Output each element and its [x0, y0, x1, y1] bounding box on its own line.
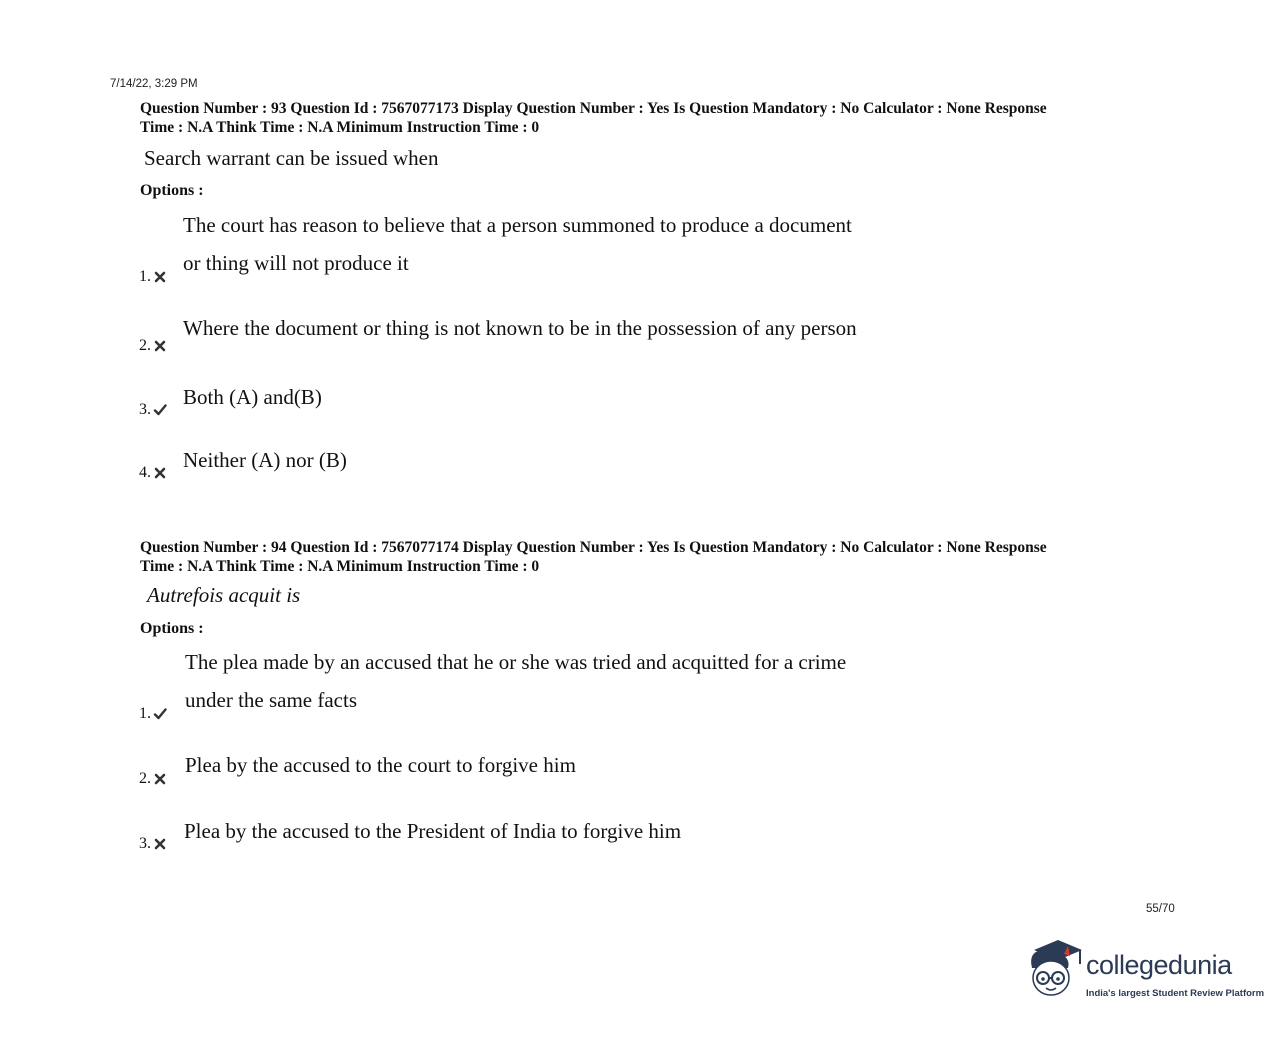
q94-option-2-text — [185, 746, 576, 784]
question-93-options-label: Options : — [140, 182, 204, 199]
q93-option-2-number — [139, 337, 167, 355]
q93-option-3-number — [139, 401, 167, 419]
option-line: Where the document or thing is not known to be in the possession of any person — [183, 316, 857, 340]
q93-option-2-text — [183, 309, 857, 347]
q94-option-1-number — [139, 705, 167, 723]
check-icon — [153, 403, 167, 417]
cross-icon — [153, 772, 167, 786]
q94-option-3-text — [184, 812, 681, 850]
collegedunia-logo — [1024, 938, 1265, 1008]
q93-option-1-text — [183, 206, 852, 282]
option-number: 1. — [139, 268, 151, 285]
question-94-text: Autrefois acquit is — [147, 583, 301, 607]
print-timestamp: 7/14/22, 3:29 PM — [110, 78, 198, 90]
q94-option-1-text — [185, 643, 846, 719]
q93-option-1-number — [139, 268, 167, 286]
question-94-meta — [140, 538, 1170, 576]
cross-icon — [153, 339, 167, 353]
q93-option-4-number — [139, 464, 167, 482]
option-line: Neither (A) nor (B) — [183, 448, 347, 472]
question-93-meta — [140, 99, 1170, 137]
option-number: 3. — [139, 835, 151, 852]
mascot-icon — [1024, 938, 1084, 1008]
question-93-text: Search warrant can be issued when — [144, 146, 439, 170]
meta-line-2: Time : N.A Think Time : N.A Minimum Instruction Time : 0 — [140, 119, 540, 136]
option-line: or thing will not produce it — [183, 251, 409, 275]
option-line: Plea by the accused to the President of India to forgive him — [184, 819, 682, 843]
meta-line-2: Time : N.A Think Time : N.A Minimum Instruction Time : 0 — [140, 558, 540, 575]
option-number: 4. — [139, 464, 151, 481]
check-icon — [153, 707, 167, 721]
option-number: 2. — [139, 770, 151, 787]
logo-tagline: India's largest Student Review Platform — [1086, 988, 1265, 999]
cross-icon — [153, 837, 167, 851]
cross-icon — [153, 466, 167, 480]
question-94-options-label: Options : — [140, 620, 204, 637]
q94-option-2-number — [139, 770, 167, 788]
meta-line-1: Question Number : 94 Question Id : 7567077174 Display Question Number : Yes Is Question Mandatory : No Calculator : None Response — [140, 539, 1047, 556]
option-line: Plea by the accused to the court to forgive him — [185, 753, 576, 777]
q93-option-3-text — [183, 378, 322, 416]
cross-icon — [153, 270, 167, 284]
option-line: Both (A) and(B) — [183, 385, 322, 409]
option-number: 1. — [139, 705, 151, 722]
option-line: under the same facts — [185, 688, 358, 712]
option-number: 2. — [139, 337, 151, 354]
option-number: 3. — [139, 401, 151, 418]
option-line: The plea made by an accused that he or she was tried and acquitted for a crime — [185, 650, 847, 674]
option-line: The court has reason to believe that a person summoned to produce a document — [183, 213, 852, 237]
page-number: 55/70 — [1146, 903, 1175, 915]
meta-line-1: Question Number : 93 Question Id : 7567077173 Display Question Number : Yes Is Question Mandatory : No Calculator : None Response — [140, 100, 1047, 117]
q93-option-4-text — [183, 441, 347, 479]
q94-option-3-number — [139, 835, 167, 853]
logo-wordmark: collegedunia — [1086, 950, 1232, 980]
